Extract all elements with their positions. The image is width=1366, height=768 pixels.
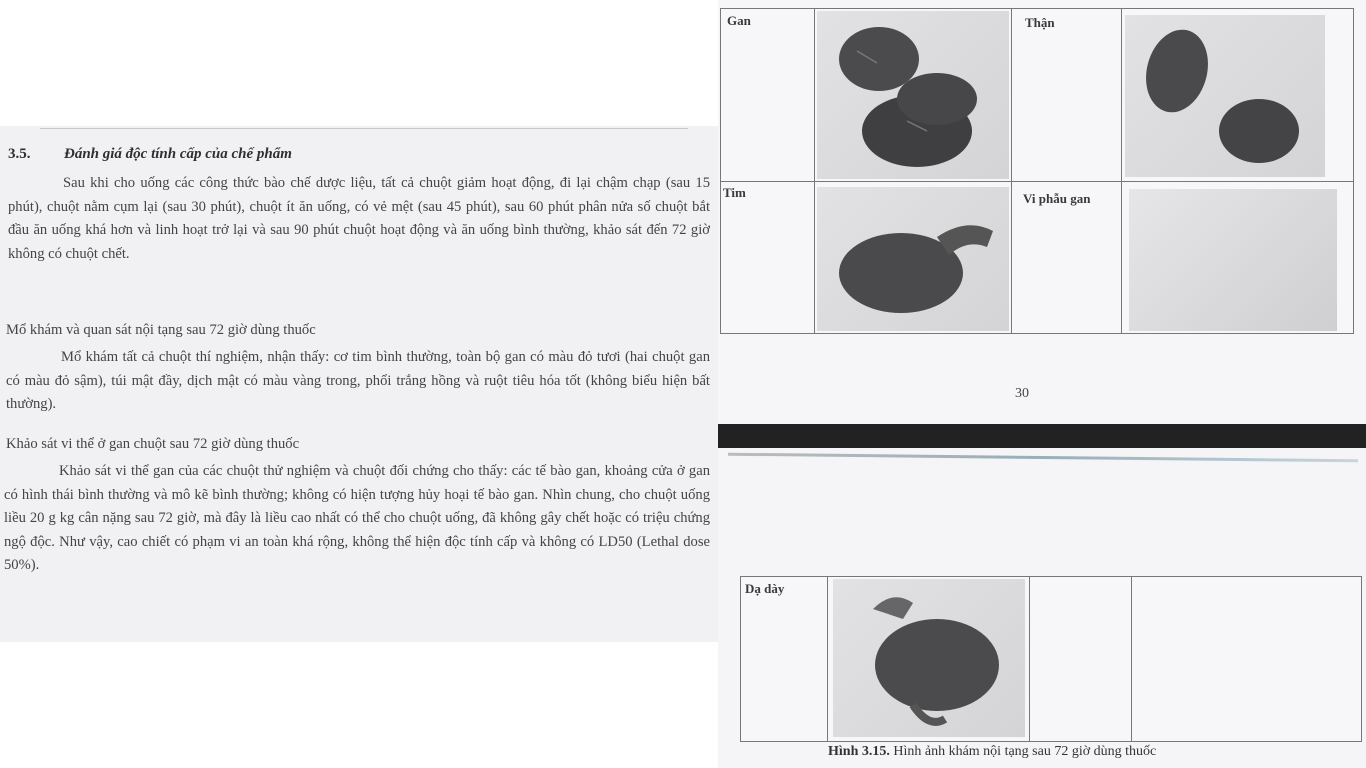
photo-stomach xyxy=(833,579,1025,737)
page-separator xyxy=(718,424,1366,448)
document-page-right-bottom xyxy=(718,448,1366,768)
paragraph-observations: Sau khi cho uống các công thức bào chế dược liệu, tất cả chuột giảm hoạt động, đi lại chậm chạp (sau 15 phút), chuột nằm cụm lại (sau 30 phút), chuột ít ăn uống, có vẻ mệt (sau 45 phút), sau 60 phút phân nửa số chuột bắt đầu ăn uống khá hơn và linh hoạt trở lại và sau 90 phút chuột hoạt động và ăn uống bình thường, khảo sát đến 72 giờ không có chuột chết. xyxy=(8,175,710,262)
document-page-right-top xyxy=(718,0,1366,424)
label-vi-phau-gan: Vi phẫu gan xyxy=(1023,191,1091,206)
label-than: Thận xyxy=(1025,15,1055,30)
label-gan: Gan xyxy=(727,13,751,28)
page-number: 30 xyxy=(1015,386,1029,401)
caption-label: Hình 3.15. xyxy=(828,744,890,759)
organ-photo-table-2 xyxy=(740,576,1362,742)
photo-liver-histology xyxy=(1129,189,1337,331)
subheading-histology: Khảo sát vi thể ở gan chuột sau 72 giờ dùng thuốc xyxy=(6,436,300,452)
figure-caption xyxy=(828,744,1156,760)
subheading-necropsy: Mổ khám và quan sát nội tạng sau 72 giờ dùng thuốc xyxy=(6,322,316,338)
page-top-rule-bottom xyxy=(728,453,1358,463)
section-heading xyxy=(8,146,292,163)
photo-kidney xyxy=(1125,15,1325,177)
section-title: Đánh giá độc tính cấp của chế phẩm xyxy=(64,146,292,162)
label-tim: Tim xyxy=(723,185,746,200)
caption-text: Hình ảnh khám nội tạng sau 72 giờ dùng thuốc xyxy=(893,744,1157,759)
paragraph-necropsy: Mổ khám tất cả chuột thí nghiệm, nhận thấy: cơ tim bình thường, toàn bộ gan có màu đỏ tươi (hai chuột gan có màu đỏ sậm), túi mật đầy, dịch mật có màu vàng trong, phổi trắng hồng và ruột tiêu hóa tốt (không biểu hiện bất thường). xyxy=(6,349,710,412)
document-page-left xyxy=(0,126,718,642)
page-top-rule xyxy=(40,128,688,129)
photo-liver xyxy=(817,11,1009,179)
label-da-day: Dạ dày xyxy=(745,581,785,596)
paragraph-histology: Khảo sát vi thể gan của các chuột thử nghiệm và chuột đối chứng cho thấy: các tế bào gan, khoảng cửa ở gan có hình thái bình thường và mô kẽ bình thường; không có hiện tượng hủy hoại tế bào gan. Nhìn chung, cho chuột uống liều 20 g kg cân nặng sau 72 giờ, mà đây là liều cao nhất có thể cho chuột uống, đã không gây chết hoặc có triệu chứng ngộ độc. Như vậy, cao chiết có phạm vi an toàn khá rộng, không thể hiện độc tính cấp và không có LD50 (Lethal dose 50%). xyxy=(4,463,710,573)
organ-photo-table xyxy=(720,8,1354,334)
photo-heart xyxy=(817,187,1009,331)
section-number: 3.5. xyxy=(8,146,31,162)
